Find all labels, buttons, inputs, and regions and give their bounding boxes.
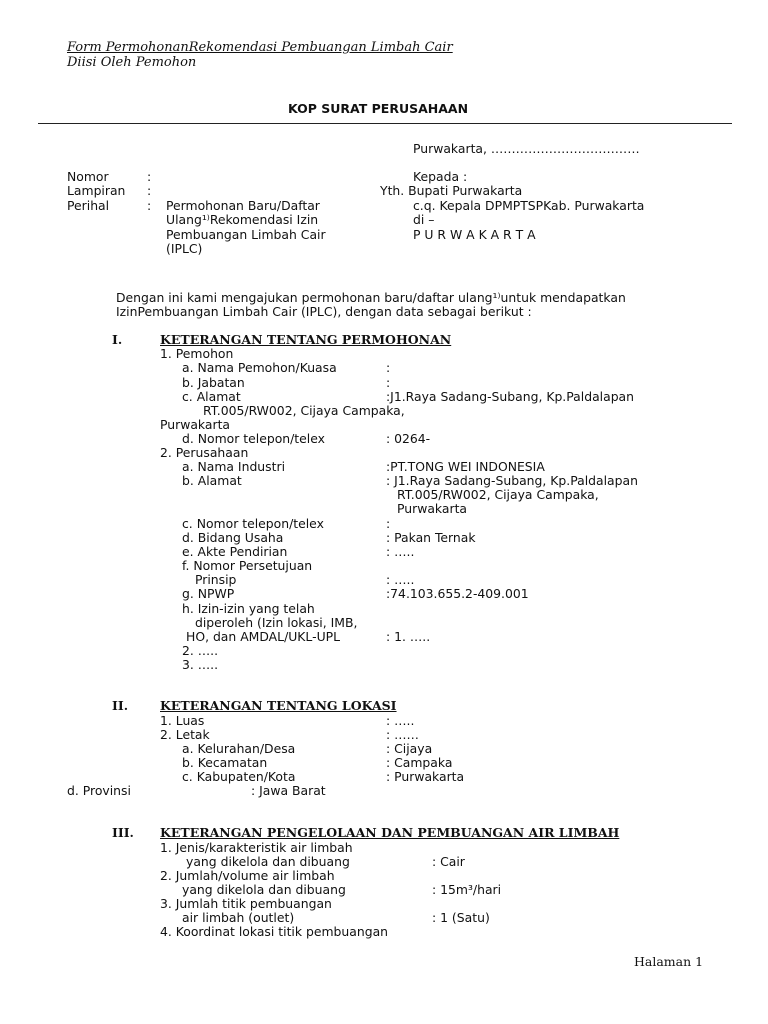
luas-label: 1. Luas — [160, 713, 205, 728]
telepon-label: d. Nomor telepon/telex — [182, 431, 325, 446]
nama-industri-label: a. Nama Industri — [182, 459, 286, 474]
nama-pemohon-value: : — [386, 360, 391, 375]
akte-label: e. Akte Pendirian — [182, 544, 288, 559]
npwp-label: g. NPWP — [182, 586, 235, 601]
jumlah-value: : 15m³/hari — [432, 882, 502, 897]
kecamatan-label: b. Kecamatan — [182, 755, 268, 770]
luas-value: : ….. — [386, 713, 415, 728]
kecamatan-value: : Campaka — [386, 755, 453, 770]
kop-surat-heading: KOP SURAT PERUSAHAAN — [288, 101, 469, 116]
alamat-value: :J1.Raya Sadang-Subang, Kp.Paldalapan — [386, 389, 635, 404]
telepon-value: : 0264- — [386, 431, 431, 446]
bidang-usaha-value: : Pakan Ternak — [386, 530, 476, 545]
jenis-label-1: 1. Jenis/karakteristik air limbah — [160, 840, 353, 855]
bidang-usaha-label: d. Bidang Usaha — [182, 530, 284, 545]
akte-value: : ….. — [386, 544, 415, 559]
provinsi-value: : Jawa Barat — [251, 783, 326, 798]
jumlah-label-1: 2. Jumlah/volume air limbah — [160, 868, 335, 883]
recipient-bupati: Yth. Bupati Purwakarta — [380, 183, 523, 198]
persetujuan-label: f. Nomor Persetujuan — [182, 558, 313, 573]
npwp-value: :74.103.655.2-409.001 — [386, 586, 529, 601]
izin-label-1: h. Izin-izin yang telah — [182, 601, 315, 616]
kabupaten-value: : Purwakarta — [386, 769, 465, 784]
place-date: Purwakarta, ……………………………… — [413, 141, 640, 156]
koordinat-label: 4. Koordinat lokasi titik pembuangan — [160, 924, 389, 939]
perihal-line-1: Permohonan Baru/Daftar — [166, 198, 320, 213]
recipient-di: di – — [413, 212, 435, 227]
titik-label-2: air limbah (outlet) — [182, 910, 295, 925]
nomor-colon: : — [147, 169, 152, 184]
section-3-number: III. — [112, 825, 134, 840]
izin-value-2: 2. ….. — [182, 643, 219, 658]
provinsi-label: d. Provinsi — [67, 783, 131, 798]
section-2-title: KETERANGAN TENTANG LOKASI — [160, 698, 397, 713]
izin-label-2: diperoleh (Izin lokasi, IMB, — [195, 615, 358, 630]
section-1-number: I. — [112, 332, 123, 347]
lampiran-colon: : — [147, 183, 152, 198]
perihal-line-2: Ulang¹⁾Rekomendasi Izin — [166, 212, 319, 227]
telepon-perusahaan-value: : — [386, 516, 391, 531]
kelurahan-label: a. Kelurahan/Desa — [182, 741, 296, 756]
alamat-line-2: RT.005/RW002, Cijaya Campaka, — [203, 403, 405, 418]
nama-industri-value: :PT.TONG WEI INDONESIA — [386, 459, 545, 474]
titik-label-1: 3. Jumlah titik pembuangan — [160, 896, 332, 911]
perusahaan-heading: 2. Perusahaan — [160, 445, 249, 460]
lampiran-label: Lampiran — [67, 183, 126, 198]
kelurahan-value: : Cijaya — [386, 741, 433, 756]
perihal-colon: : — [147, 198, 152, 213]
prinsip-label: Prinsip — [195, 572, 237, 587]
telepon-perusahaan-label: c. Nomor telepon/telex — [182, 516, 324, 531]
kabupaten-label: c. Kabupaten/Kota — [182, 769, 296, 784]
alamat-perusahaan-line-3: Purwakarta — [397, 501, 468, 516]
jabatan-label: b. Jabatan — [182, 375, 245, 390]
intro-line-2: IzinPembuangan Limbah Cair (IPLC), dengan data sebagai berikut : — [116, 304, 532, 319]
pemohon-heading: 1. Pemohon — [160, 346, 234, 361]
page-number: Halaman 1 — [634, 954, 704, 969]
recipient-cq: c.q. Kepala DPMPTSPKab. Purwakarta — [413, 198, 645, 213]
perihal-line-3: Pembuangan Limbah Cair — [166, 227, 326, 242]
letak-value: : …… — [386, 727, 419, 742]
recipient-city: P U R W A K A R T A — [413, 227, 536, 242]
jumlah-label-2: yang dikelola dan dibuang — [182, 882, 346, 897]
jenis-value: : Cair — [432, 854, 465, 869]
alamat-perusahaan-line-2: RT.005/RW002, Cijaya Campaka, — [397, 487, 599, 502]
intro-line-1: Dengan ini kami mengajukan permohonan baru/daftar ulang¹⁾untuk mendapatkan — [116, 290, 626, 305]
perihal-line-4: (IPLC) — [166, 241, 203, 256]
izin-value-1: : 1. ….. — [386, 629, 431, 644]
nomor-label: Nomor — [67, 169, 109, 184]
nama-pemohon-label: a. Nama Pemohon/Kuasa — [182, 360, 337, 375]
alamat-perusahaan-value: : J1.Raya Sadang-Subang, Kp.Paldalapan — [386, 473, 638, 488]
titik-value: : 1 (Satu) — [432, 910, 490, 925]
alamat-label: c. Alamat — [182, 389, 241, 404]
form-title: Form PermohonanRekomendasi Pembuangan Limbah Cair — [67, 40, 453, 55]
alamat-perusahaan-label: b. Alamat — [182, 473, 242, 488]
section-3-title: KETERANGAN PENGELOLAAN DAN PEMBUANGAN AIR LIMBAH — [160, 825, 620, 840]
perihal-label: Perihal — [67, 198, 110, 213]
section-1-title: KETERANGAN TENTANG PERMOHONAN — [160, 332, 452, 347]
prinsip-value: : ….. — [386, 572, 415, 587]
section-2-number: II. — [112, 698, 129, 713]
header-divider — [38, 123, 732, 124]
filled-by-note: Diisi Oleh Pemohon — [67, 55, 197, 70]
jenis-label-2: yang dikelola dan dibuang — [186, 854, 350, 869]
izin-value-3: 3. ….. — [182, 657, 219, 672]
izin-label-3: HO, dan AMDAL/UKL-UPL — [186, 629, 341, 644]
alamat-line-3: Purwakarta — [160, 417, 231, 432]
kepada-label: Kepada : — [413, 169, 468, 184]
jabatan-value: : — [386, 375, 391, 390]
letak-label: 2. Letak — [160, 727, 210, 742]
